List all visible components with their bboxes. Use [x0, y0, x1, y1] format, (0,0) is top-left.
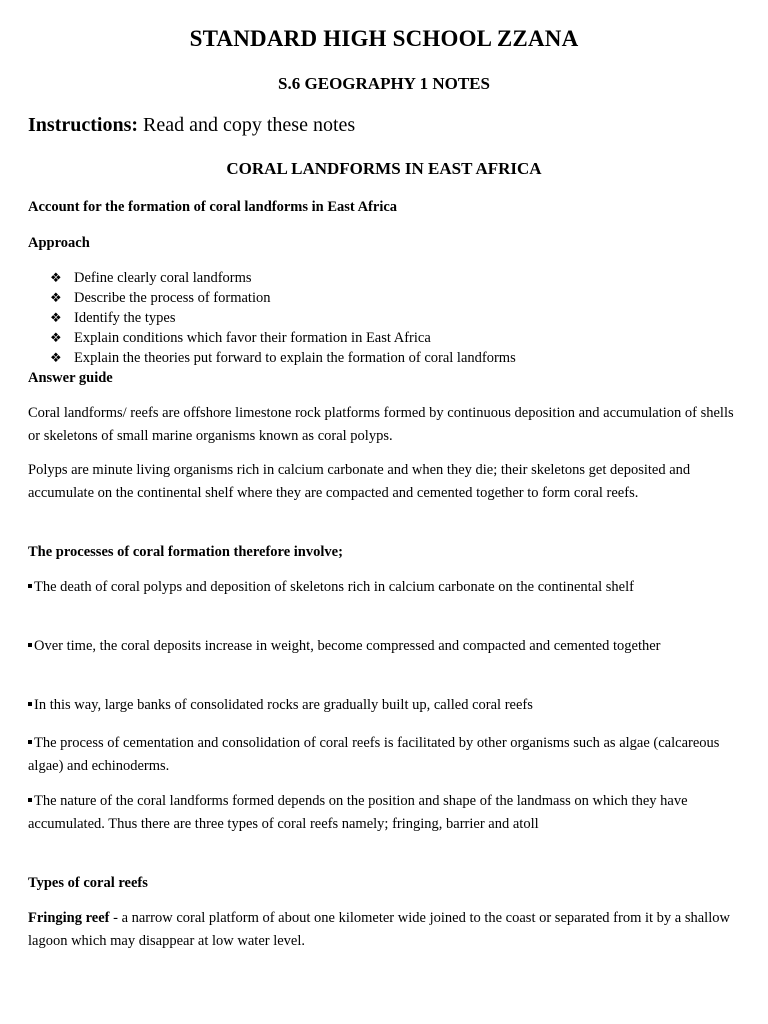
list-item: ❖ Explain the theories put forward to explain the formation of coral landforms [50, 350, 516, 366]
school-title: STANDARD HIGH SCHOOL ZZANA [189, 26, 579, 51]
process-point: In this way, large banks of consolidated rocks are gradually built up, called coral reefs [28, 694, 734, 717]
list-item: ❖ Describe the process of formation [50, 290, 271, 306]
diamond-bullet-icon: ❖ [50, 290, 62, 305]
instructions-line [28, 114, 355, 137]
section-heading: CORAL LANDFORMS IN EAST AFRICA [226, 159, 542, 178]
approach-heading: Approach [28, 235, 90, 251]
notes-subtitle: S.6 GEOGRAPHY 1 NOTES [278, 74, 490, 93]
instructions-text: Read and copy these notes [138, 114, 356, 136]
process-point: The process of cementation and consolidation of coral reefs is facilitated by other organisms such as algae (calcareous algae) and echinoderms. [28, 735, 720, 774]
diamond-bullet-icon: ❖ [50, 270, 62, 285]
answer-guide-heading: Answer guide [28, 370, 113, 386]
paragraph-definition: Coral landforms/ reefs are offshore limestone rock platforms formed by continuous deposition and accumulation of shells or skeletons of small marine organisms known as coral polyps. [28, 405, 734, 444]
list-item: ❖ Define clearly coral landforms [50, 270, 252, 286]
processes-heading: The processes of coral formation therefore involve; [28, 544, 343, 560]
list-item: ❖ Identify the types [50, 310, 176, 326]
square-bullet-icon [28, 798, 32, 802]
question-heading: Account for the formation of coral landforms in East Africa [28, 199, 398, 215]
types-heading: Types of coral reefs [28, 875, 148, 891]
process-point: The death of coral polyps and deposition of skeletons rich in calcium carbonate on the continental shelf [28, 576, 734, 599]
square-bullet-icon [28, 643, 32, 647]
paragraph-polyps: Polyps are minute living organisms rich in calcium carbonate and when they die; their skeletons get deposited and accumulate on the continental shelf where they are compacted and cemented together to form coral reefs. [28, 462, 691, 501]
square-bullet-icon [28, 584, 32, 588]
square-bullet-icon [28, 702, 32, 706]
instructions-label: Instructions: [28, 114, 139, 136]
diamond-bullet-icon: ❖ [50, 350, 62, 365]
process-point: The nature of the coral landforms formed depends on the position and shape of the landmass on which they have accumulated. Thus there are three types of coral reefs namely; fringing, barrier and atoll [28, 793, 688, 832]
square-bullet-icon [28, 740, 32, 744]
fringing-reef-term: Fringing reef [28, 910, 110, 926]
list-item: ❖ Explain conditions which favor their formation in East Africa [50, 330, 431, 346]
approach-list [50, 268, 516, 368]
process-point: Over time, the coral deposits increase in weight, become compressed and compacted and cemented together [28, 635, 734, 658]
diamond-bullet-icon: ❖ [50, 310, 62, 325]
diamond-bullet-icon: ❖ [50, 330, 62, 345]
paragraph-fringing-reef: Fringing reef - a narrow coral platform of about one kilometer wide joined to the coast or separated from it by a shallow lagoon which may disappear at low water level. [28, 910, 730, 949]
